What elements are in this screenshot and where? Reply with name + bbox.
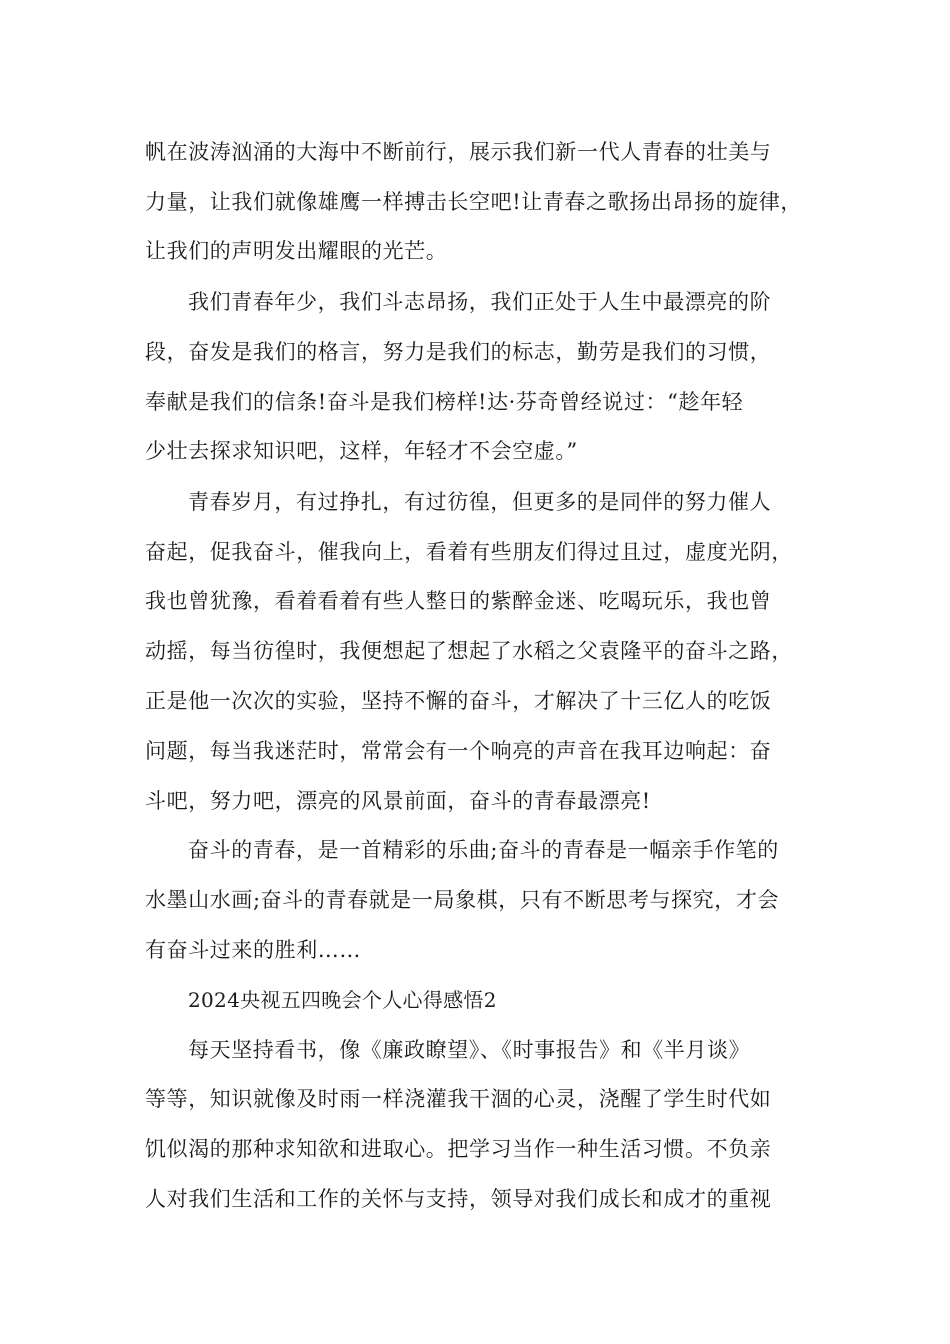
paragraph-2-line-1: 我们青春年少，我们斗志昂扬，我们正处于人生中最漂亮的阶 (188, 290, 772, 314)
paragraph-1-line-1: 帆在波涛汹涌的大海中不断前行，展示我们新一代人青春的壮美与 (145, 140, 772, 164)
paragraph-5-line-2: 等等，知识就像及时雨一样浇灌我干涸的心灵，浇醒了学生时代如 (145, 1087, 772, 1111)
paragraph-2-line-4: 少壮去探求知识吧，这样，年轻才不会空虚。” (145, 439, 578, 463)
paragraph-5-line-3: 饥似渴的那种求知欲和进取心。把学习当作一种生活习惯。不负亲 (145, 1137, 772, 1161)
paragraph-3-line-5: 正是他一次次的实验，坚持不懈的奋斗，才解决了十三亿人的吃饭 (145, 689, 772, 713)
paragraph-3-line-2: 奋起，促我奋斗，催我向上，看着有些朋友们得过且过，虚度光阴， (145, 540, 793, 564)
paragraph-4-line-2: 水墨山水画;奋斗的青春就是一局象棋，只有不断思考与探究，才会 (145, 888, 780, 912)
paragraph-5-line-4: 人对我们生活和工作的关怀与支持，领导对我们成长和成才的重视 (145, 1187, 772, 1211)
paragraph-5-line-1: 每天坚持看书，像《廉政瞭望》、《时事报告》和《半月谈》 (188, 1038, 751, 1062)
paragraph-2-line-3: 奉献是我们的信条!奋斗是我们榜样!达·芬奇曾经说过：“趁年轻 (145, 390, 744, 414)
paragraph-1-line-2: 力量，让我们就像雄鹰一样搏击长空吧!让青春之歌扬出昂扬的旋律， (145, 190, 803, 214)
paragraph-2-line-2: 段，奋发是我们的格言，努力是我们的标志，勤劳是我们的习惯， (145, 340, 772, 364)
paragraph-3-line-3: 我也曾犹豫，看着看着有些人整日的紫醉金迷、吃喝玩乐，我也曾 (145, 589, 772, 613)
paragraph-3-line-1: 青春岁月，有过挣扎，有过彷徨，但更多的是同伴的努力催人 (188, 490, 772, 514)
paragraph-3-line-7: 斗吧，努力吧，漂亮的风景前面，奋斗的青春最漂亮! (145, 789, 651, 813)
paragraph-1-line-3: 让我们的声明发出耀眼的光芒。 (145, 239, 448, 263)
paragraph-4-line-3: 有奋斗过来的胜利…… (145, 938, 361, 962)
paragraph-3-line-4: 动摇，每当彷徨时，我便想起了想起了水稻之父袁隆平的奋斗之路， (145, 639, 793, 663)
section-heading: 2024央视五四晚会个人心得感悟2 (188, 988, 497, 1012)
paragraph-3-line-6: 问题，每当我迷茫时，常常会有一个响亮的声音在我耳边响起：奋 (145, 739, 772, 763)
paragraph-4-line-1: 奋斗的青春，是一首精彩的乐曲;奋斗的青春是一幅亲手作笔的 (188, 838, 779, 862)
